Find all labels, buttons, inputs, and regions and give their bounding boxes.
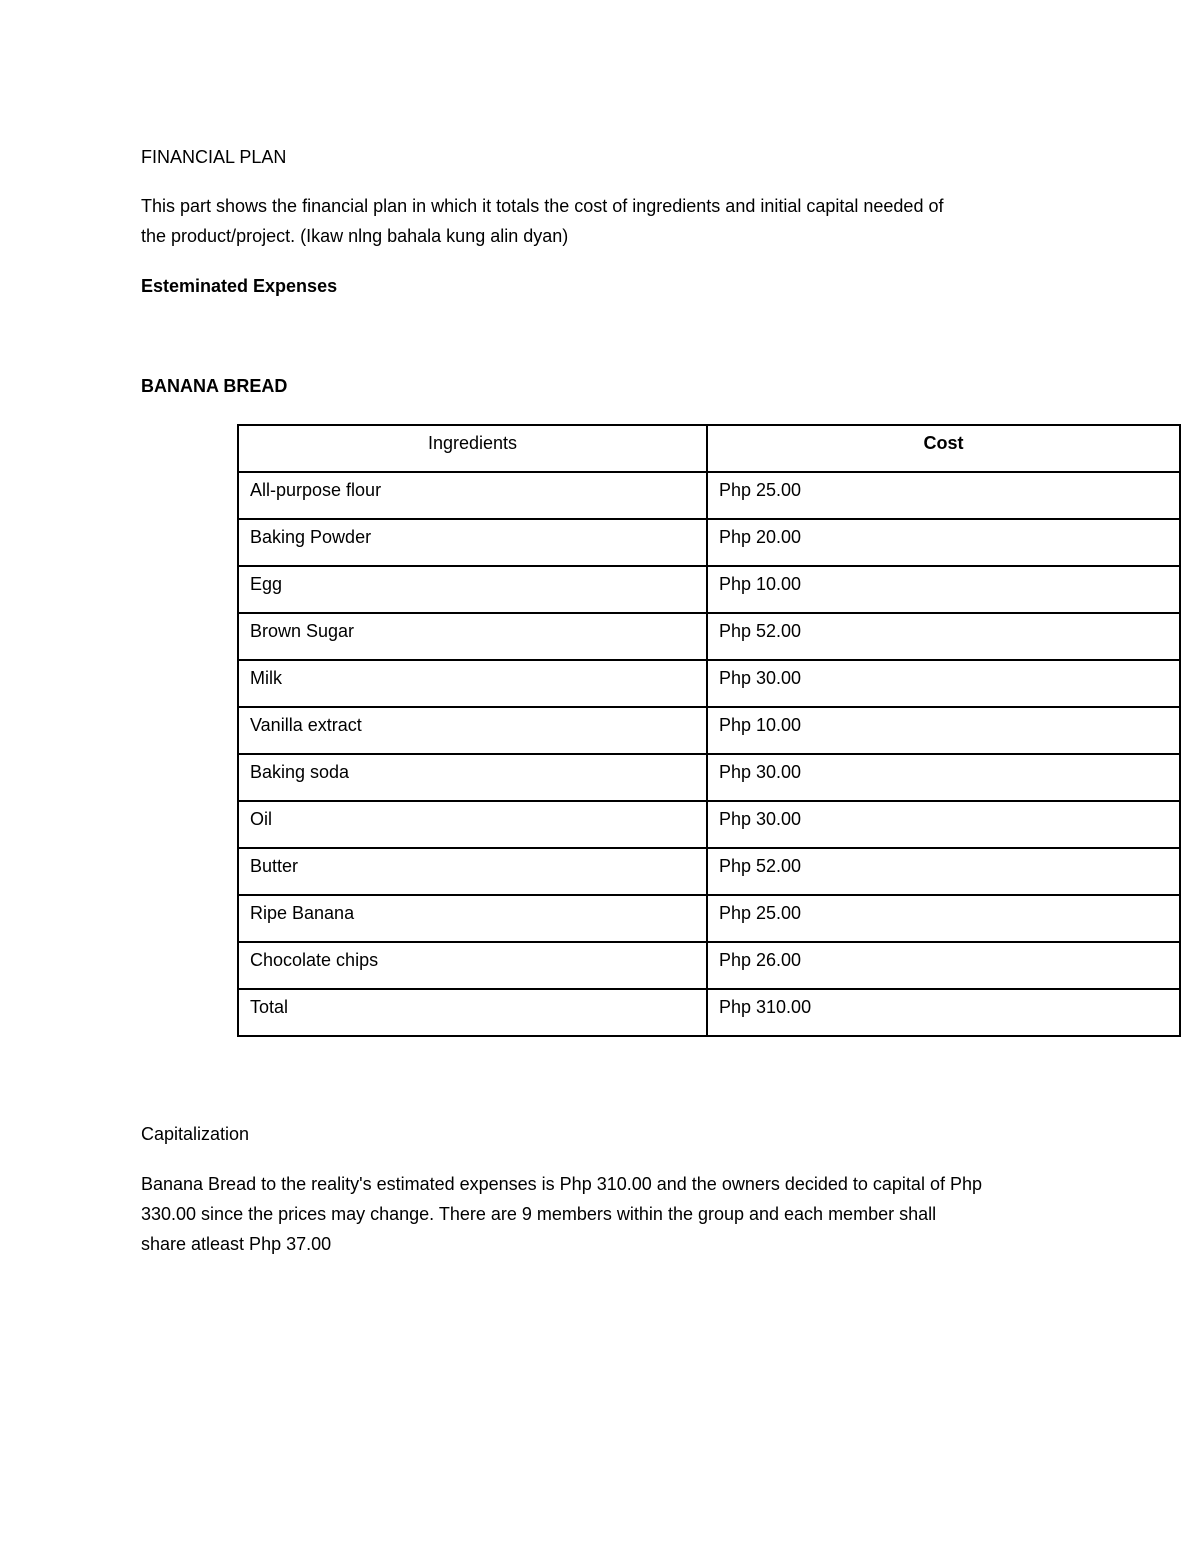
- cost-cell: Php 25.00: [707, 472, 1180, 519]
- cost-cell: Php 30.00: [707, 801, 1180, 848]
- ingredient-cell: Chocolate chips: [238, 942, 707, 989]
- total-label-cell: Total: [238, 989, 707, 1036]
- cost-cell: Php 52.00: [707, 613, 1180, 660]
- ingredient-cell: Oil: [238, 801, 707, 848]
- capitalization-line-2: 330.00 since the prices may change. There are 9 members within the group and each member shall: [141, 1204, 937, 1224]
- intro-line-1: This part shows the financial plan in which it totals the cost of ingredients and initial capital needed of: [141, 196, 944, 216]
- ingredient-cell: Baking soda: [238, 754, 707, 801]
- capitalization-paragraph: [141, 1169, 982, 1259]
- table-row: [238, 707, 1180, 754]
- expenses-table: [237, 424, 1181, 1037]
- cost-cell: Php 30.00: [707, 660, 1180, 707]
- table-row: [238, 566, 1180, 613]
- intro-line-2: the product/project. (Ikaw nlng bahala kung alin dyan): [141, 226, 569, 246]
- table-row: [238, 613, 1180, 660]
- product-title: BANANA BREAD: [141, 376, 288, 396]
- ingredient-cell: Egg: [238, 566, 707, 613]
- ingredient-cell: Ripe Banana: [238, 895, 707, 942]
- table-row: [238, 660, 1180, 707]
- table-total-row: [238, 989, 1180, 1036]
- intro-paragraph: [141, 191, 943, 251]
- table-row: [238, 519, 1180, 566]
- document-heading: FINANCIAL PLAN: [141, 147, 287, 167]
- ingredient-cell: All-purpose flour: [238, 472, 707, 519]
- ingredient-cell: Butter: [238, 848, 707, 895]
- table-row: [238, 895, 1180, 942]
- ingredient-cell: Vanilla extract: [238, 707, 707, 754]
- table-row: [238, 942, 1180, 989]
- cost-cell: Php 25.00: [707, 895, 1180, 942]
- table-row: [238, 848, 1180, 895]
- capitalization-title: Capitalization: [141, 1124, 250, 1144]
- table-row: [238, 472, 1180, 519]
- ingredient-cell: Baking Powder: [238, 519, 707, 566]
- capitalization-line-1: Banana Bread to the reality's estimated expenses is Php 310.00 and the owners decided to capital of Php: [141, 1174, 982, 1194]
- ingredient-cell: Brown Sugar: [238, 613, 707, 660]
- ingredients-header: Ingredients: [238, 425, 707, 472]
- cost-cell: Php 26.00: [707, 942, 1180, 989]
- capitalization-line-3: share atleast Php 37.00: [141, 1234, 332, 1254]
- cost-header: Cost: [707, 425, 1180, 472]
- cost-cell: Php 20.00: [707, 519, 1180, 566]
- table-header-row: [238, 425, 1180, 472]
- cost-cell: Php 30.00: [707, 754, 1180, 801]
- table-row: [238, 801, 1180, 848]
- ingredient-cell: Milk: [238, 660, 707, 707]
- cost-cell: Php 10.00: [707, 707, 1180, 754]
- total-cost-cell: Php 310.00: [707, 989, 1180, 1036]
- cost-cell: Php 52.00: [707, 848, 1180, 895]
- section-title: Esteminated Expenses: [141, 276, 338, 296]
- cost-cell: Php 10.00: [707, 566, 1180, 613]
- table-row: [238, 754, 1180, 801]
